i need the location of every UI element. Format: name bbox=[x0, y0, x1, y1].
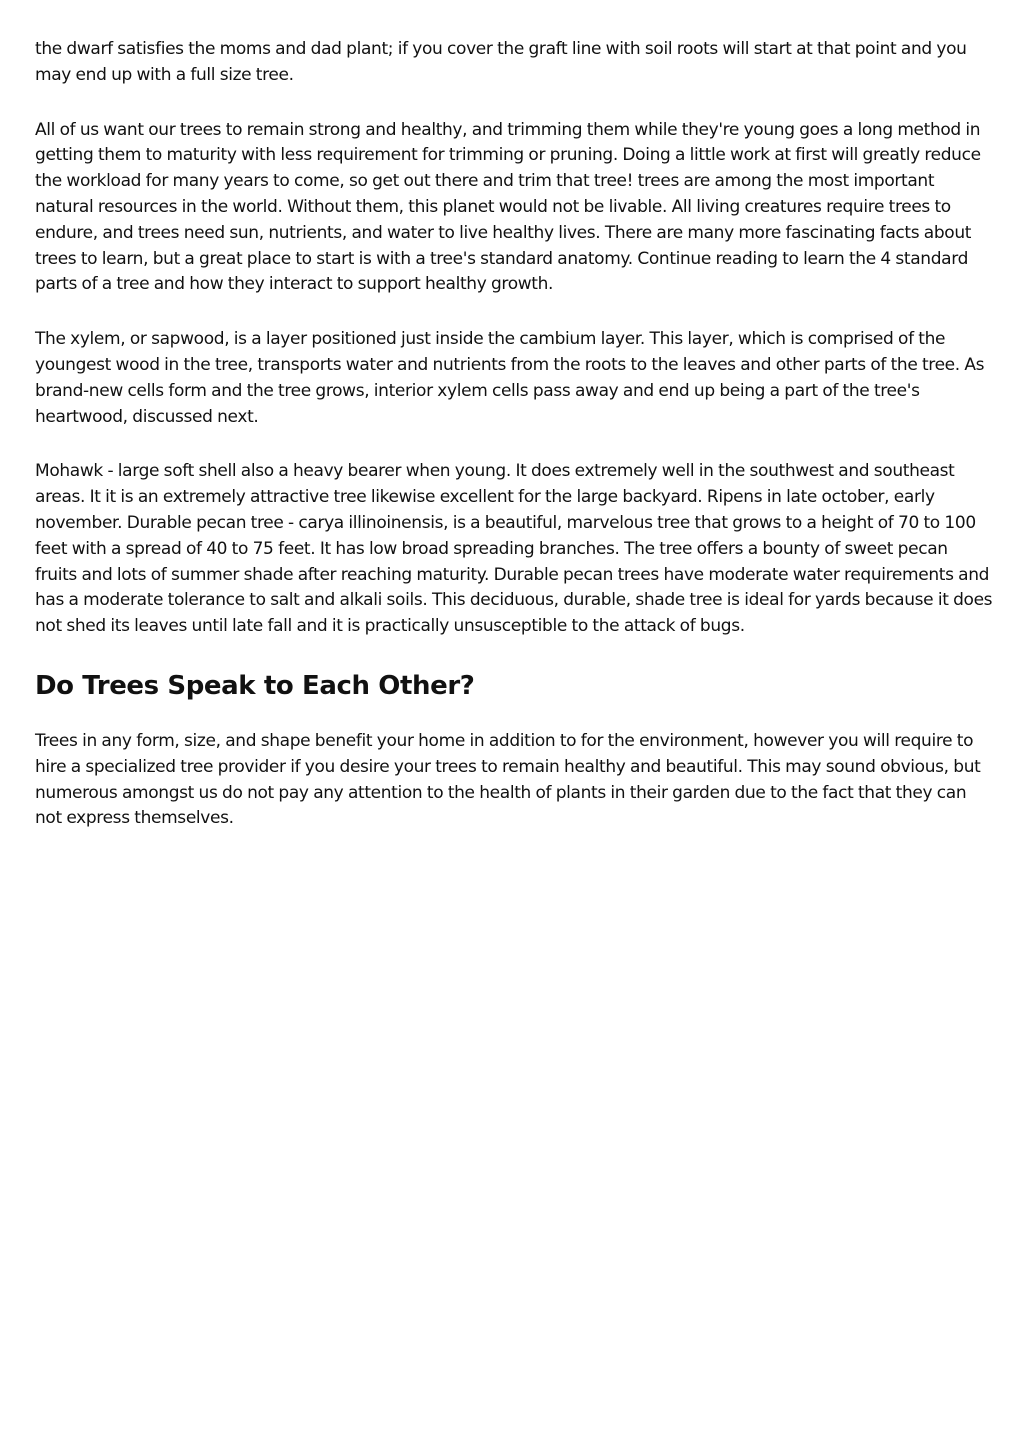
section-heading: Do Trees Speak to Each Other? bbox=[35, 670, 475, 701]
paragraph-tree-trimming: All of us want our trees to remain strong and healthy, and trimming them while they're young goes a long method in getting them to maturity with less requirement for trimming or pruning. Doing a little work at first will greatly reduce the workload for many years to come, so get out there and trim that tree! trees are among the most important natural resources in the world. Without them, this planet would not be livable. All living creatures require trees to endure, and trees need sun, nutrients, and water to live healthy lives. There are many more fascinating facts about trees to learn, but a great place to start is with a tree's standard anatomy. Continue reading to learn the 4 standard parts of a tree and how they interact to support healthy growth. bbox=[35, 119, 981, 295]
paragraph-xylem: The xylem, or sapwood, is a layer positioned just inside the cambium layer. This layer, which is comprised of the youngest wood in the tree, transports water and nutrients from the roots to the leaves and other parts of the tree. As brand-new cells form and the tree grows, interior xylem cells pass away and end up being a part of the tree's heartwood, discussed next. bbox=[35, 329, 985, 427]
paragraph-tree-provider: Trees in any form, size, and shape benefit your home in addition to for the environment, however you will require to hire a specialized tree provider if you desire your trees to remain healthy and beautiful. This may sound obvious, but numerous amongst us do not pay any attention to the health of plants in their garden due to the fact that they can not express themselves. bbox=[35, 730, 981, 829]
paragraph-mohawk-pecan: Mohawk - large soft shell also a heavy bearer when young. It does extremely well in the southwest and southeast areas. It it is an extremely attractive tree likewise excellent for the large backyard. Ripens in late october, early november. Durable pecan tree - carya illinoinensis, is a beautiful, marvelous tree that grows to a height of 70 to 100 feet with a spread of 40 to 75 feet. It has low broad spreading branches. The tree offers a bounty of sweet pecan fruits and lots of summer shade after reaching maturity. Durable pecan trees have moderate water requirements and has a moderate tolerance to salt and alkali soils. This deciduous, durable, shade tree is ideal for yards because it does not shed its leaves until late fall and it is practically unsusceptible to the attack of bugs. bbox=[35, 461, 993, 637]
paragraph-dwarf-graft: the dwarf satisfies the moms and dad plant; if you cover the graft line with soil roots will start at that point and you may end up with a full size tree. bbox=[35, 39, 967, 85]
document-page bbox=[35, 37, 993, 861]
